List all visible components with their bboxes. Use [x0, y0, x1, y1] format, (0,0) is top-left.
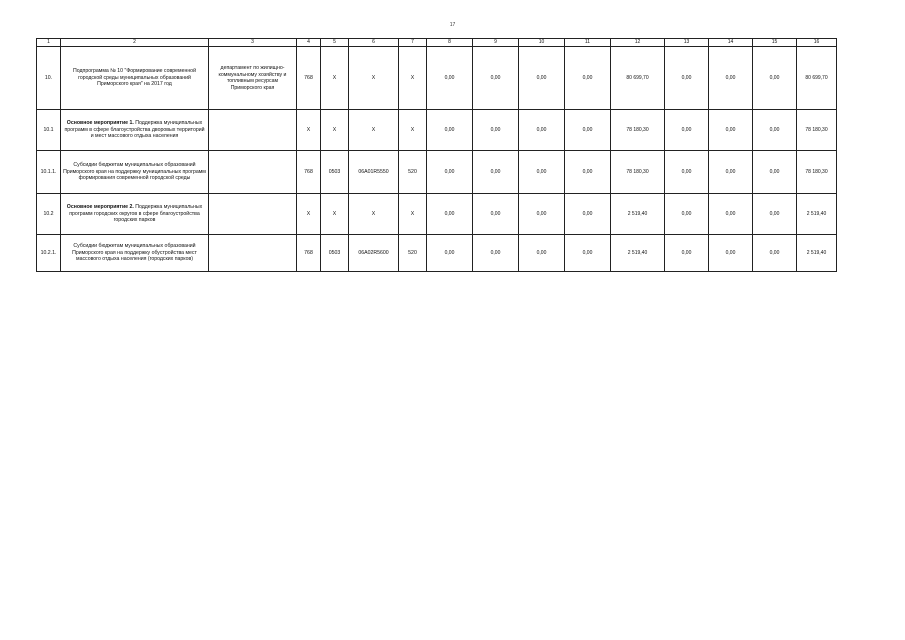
column-header: 2: [61, 39, 209, 47]
column-header: 8: [427, 39, 473, 47]
row-title: [61, 110, 209, 151]
column-header: 3: [209, 39, 297, 47]
cell-grbs: X: [297, 194, 321, 235]
responsible-org: департамент по жилищно-коммунальному хозяйству и топливным ресурсам Приморского края: [209, 47, 297, 110]
cell-value: 2 519,40: [797, 194, 837, 235]
column-header: 6: [349, 39, 399, 47]
cell-csr: X: [349, 194, 399, 235]
column-header: 11: [565, 39, 611, 47]
cell-value: 0,00: [565, 47, 611, 110]
cell-value: 0,00: [753, 194, 797, 235]
cell-value: 0,00: [473, 110, 519, 151]
cell-vr: X: [399, 47, 427, 110]
cell-value: 2 519,40: [797, 235, 837, 272]
cell-rzpr: X: [321, 110, 349, 151]
row-title-text: Поддержка муниципальных программ городских округов в сфере благоустройства городских парков: [69, 204, 203, 224]
cell-value: 0,00: [565, 194, 611, 235]
row-number: 10.2: [37, 194, 61, 235]
cell-rzpr: 0503: [321, 151, 349, 194]
row-title: Подпрограмма № 10 "Формирование современной городской среды муниципальных образований Приморского края" на 2017 год: [61, 47, 209, 110]
row-number: 10.: [37, 47, 61, 110]
row-number: 10.1: [37, 110, 61, 151]
column-header: 9: [473, 39, 519, 47]
cell-value: 0,00: [519, 47, 565, 110]
cell-vr: X: [399, 194, 427, 235]
cell-value: 0,00: [665, 235, 709, 272]
cell-value: 0,00: [427, 151, 473, 194]
cell-value: 2 519,40: [611, 235, 665, 272]
cell-grbs: X: [297, 110, 321, 151]
row-title: Субсидии бюджетам муниципальных образований Приморского края на поддержку муниципальных программ формирования современной городской среды: [61, 151, 209, 194]
cell-vr: 520: [399, 235, 427, 272]
cell-value: 0,00: [473, 151, 519, 194]
cell-value: 0,00: [753, 47, 797, 110]
cell-value: 0,00: [473, 47, 519, 110]
cell-grbs: 768: [297, 151, 321, 194]
cell-value: 0,00: [665, 110, 709, 151]
cell-vr: X: [399, 110, 427, 151]
table-row: [37, 110, 837, 151]
column-header: 16: [797, 39, 837, 47]
cell-value: 0,00: [427, 110, 473, 151]
cell-rzpr: X: [321, 47, 349, 110]
cell-value: 0,00: [427, 47, 473, 110]
cell-grbs: 768: [297, 235, 321, 272]
cell-rzpr: 0503: [321, 235, 349, 272]
row-title: Субсидии бюджетам муниципальных образований Приморского края на поддержку обустройства мест массового отдыха населения (городских парков): [61, 235, 209, 272]
cell-value: 0,00: [519, 151, 565, 194]
cell-csr: 06А02R5600: [349, 235, 399, 272]
column-header: 4: [297, 39, 321, 47]
table-row: [37, 194, 837, 235]
table-header-row: [37, 39, 837, 47]
row-title-text: Поддержка муниципальных программ в сфере благоустройства дворовых территорий и мест массового отдыха населения: [64, 120, 205, 140]
column-header: 13: [665, 39, 709, 47]
row-title: [61, 194, 209, 235]
cell-csr: X: [349, 110, 399, 151]
cell-value: 0,00: [565, 151, 611, 194]
cell-value: 78 180,30: [611, 151, 665, 194]
cell-value: 80 699,70: [611, 47, 665, 110]
cell-value: 0,00: [565, 235, 611, 272]
column-header: 7: [399, 39, 427, 47]
cell-value: 0,00: [473, 194, 519, 235]
cell-value: 0,00: [519, 194, 565, 235]
cell-value: 0,00: [473, 235, 519, 272]
row-number: 10.2.1.: [37, 235, 61, 272]
cell-value: 2 519,40: [611, 194, 665, 235]
cell-value: 0,00: [519, 235, 565, 272]
cell-rzpr: X: [321, 194, 349, 235]
cell-value: 0,00: [427, 235, 473, 272]
cell-value: 0,00: [753, 235, 797, 272]
cell-value: 78 180,30: [611, 110, 665, 151]
column-header: 12: [611, 39, 665, 47]
row-title-prefix: Основное мероприятие 2.: [66, 204, 134, 211]
cell-value: 0,00: [709, 194, 753, 235]
cell-value: 78 180,30: [797, 110, 837, 151]
table-row: [37, 235, 837, 272]
cell-value: 80 699,70: [797, 47, 837, 110]
cell-vr: 520: [399, 151, 427, 194]
column-header: 15: [753, 39, 797, 47]
page-number: 17: [449, 22, 456, 28]
cell-value: 0,00: [519, 110, 565, 151]
budget-table: [36, 38, 837, 272]
column-header: 1: [37, 39, 61, 47]
cell-value: 0,00: [709, 151, 753, 194]
cell-value: 0,00: [665, 151, 709, 194]
cell-value: 0,00: [427, 194, 473, 235]
cell-value: 0,00: [709, 110, 753, 151]
responsible-org: [209, 235, 297, 272]
cell-value: 0,00: [753, 110, 797, 151]
cell-csr: X: [349, 47, 399, 110]
cell-value: 0,00: [665, 194, 709, 235]
row-number: 10.1.1.: [37, 151, 61, 194]
cell-value: 0,00: [709, 235, 753, 272]
column-header: 5: [321, 39, 349, 47]
table-row: [37, 47, 837, 110]
cell-value: 0,00: [665, 47, 709, 110]
column-header: 10: [519, 39, 565, 47]
cell-value: 0,00: [753, 151, 797, 194]
cell-value: 78 180,30: [797, 151, 837, 194]
responsible-org: [209, 110, 297, 151]
cell-grbs: 768: [297, 47, 321, 110]
row-title-prefix: Основное мероприятие 1.: [66, 120, 134, 127]
cell-value: 0,00: [709, 47, 753, 110]
table-row: [37, 151, 837, 194]
responsible-org: [209, 151, 297, 194]
column-header: 14: [709, 39, 753, 47]
cell-csr: 06А01R5550: [349, 151, 399, 194]
cell-value: 0,00: [565, 110, 611, 151]
responsible-org: [209, 194, 297, 235]
